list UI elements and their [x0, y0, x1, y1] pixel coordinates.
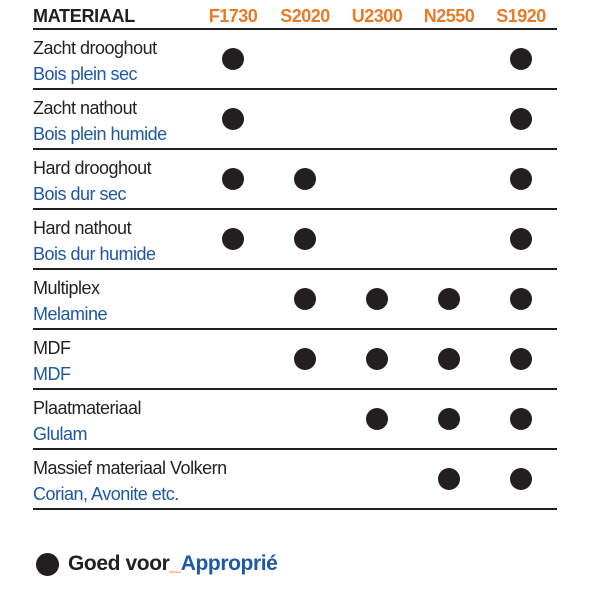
legend-label-fr: Approprié: [180, 552, 278, 575]
suitable-dot-icon: [366, 288, 388, 310]
suitable-dot-icon: [510, 228, 532, 250]
suitable-dot-icon: [294, 348, 316, 370]
mark-cell: [197, 90, 269, 148]
mark-cell: [485, 150, 557, 208]
column-header-s2020: S2020: [280, 5, 330, 26]
material-name-nl: Plaatmateriaal: [33, 398, 142, 418]
suitable-dot-icon: [510, 108, 532, 130]
table-row: [33, 330, 557, 390]
mark-cell: [341, 450, 413, 508]
suitable-dot-icon: [510, 168, 532, 190]
suitable-dot-icon: [366, 408, 388, 430]
mark-cell: [341, 270, 413, 328]
suitable-dot-icon: [438, 288, 460, 310]
table-row: [33, 150, 557, 210]
column-header-s1920: S1920: [496, 5, 546, 26]
material-name-nl: Multiplex: [33, 278, 100, 298]
material-name-fr: Bois dur humide: [33, 244, 156, 264]
mark-cell: [269, 30, 341, 88]
table-row: [33, 30, 557, 90]
mark-cell: [269, 210, 341, 268]
material-name-nl: Zacht nathout: [33, 98, 137, 118]
material-name-nl: MDF: [33, 338, 71, 358]
mark-cell: [485, 270, 557, 328]
column-header-materiaal: MATERIAAL: [33, 5, 135, 26]
mark-cell: [485, 450, 557, 508]
column-header-f1730: F1730: [208, 5, 258, 26]
mark-cell: [413, 210, 485, 268]
mark-cell: [485, 330, 557, 388]
legend-label-nl: Goed voor: [68, 552, 170, 575]
mark-cell: [197, 450, 269, 508]
legend-dot-icon: [36, 553, 59, 576]
legend-separator: _: [169, 552, 181, 575]
material-label-cell: [33, 330, 197, 388]
suitable-dot-icon: [222, 108, 244, 130]
mark-cell: [341, 330, 413, 388]
legend-text: [68, 552, 277, 576]
mark-cell: [269, 450, 341, 508]
mark-cell: [197, 330, 269, 388]
mark-cell: [197, 390, 269, 448]
table-row: [33, 270, 557, 330]
mark-cell: [485, 390, 557, 448]
material-name-nl: Hard nathout: [33, 218, 132, 238]
suitable-dot-icon: [294, 168, 316, 190]
suitable-dot-icon: [510, 408, 532, 430]
suitable-dot-icon: [222, 168, 244, 190]
material-label-cell: [33, 210, 197, 268]
mark-cell: [269, 270, 341, 328]
mark-cell: [413, 390, 485, 448]
mark-cell: [341, 30, 413, 88]
material-name-nl: Zacht drooghout: [33, 38, 157, 58]
table-row: [33, 450, 557, 510]
column-header-n2550: N2550: [423, 5, 475, 26]
mark-cell: [413, 150, 485, 208]
material-name-fr: Corian, Avonite etc.: [33, 484, 179, 504]
mark-cell: [269, 90, 341, 148]
material-name-fr: Bois plein humide: [33, 124, 167, 144]
suitable-dot-icon: [510, 288, 532, 310]
material-label-cell: [33, 90, 197, 148]
table-row: [33, 210, 557, 270]
legend: [36, 552, 277, 576]
suitable-dot-icon: [294, 228, 316, 250]
material-label-cell: [33, 270, 197, 328]
table-row: [33, 390, 557, 450]
material-name-fr: MDF: [33, 364, 71, 384]
mark-cell: [269, 330, 341, 388]
mark-cell: [341, 390, 413, 448]
mark-cell: [485, 90, 557, 148]
suitable-dot-icon: [222, 48, 244, 70]
mark-cell: [197, 30, 269, 88]
mark-cell: [269, 150, 341, 208]
mark-cell: [413, 450, 485, 508]
mark-cell: [413, 90, 485, 148]
table-body: [33, 30, 557, 510]
mark-cell: [197, 150, 269, 208]
material-label-cell: [33, 390, 197, 448]
mark-cell: [197, 270, 269, 328]
suitable-dot-icon: [366, 348, 388, 370]
mark-cell: [413, 330, 485, 388]
mark-cell: [485, 210, 557, 268]
mark-cell: [341, 210, 413, 268]
material-label-cell: [33, 150, 197, 208]
suitable-dot-icon: [438, 468, 460, 490]
mark-cell: [413, 270, 485, 328]
table-header-row: [33, 4, 557, 30]
material-name-fr: Melamine: [33, 304, 108, 324]
mark-cell: [341, 150, 413, 208]
suitable-dot-icon: [438, 408, 460, 430]
mark-cell: [341, 90, 413, 148]
material-name-fr: Bois plein sec: [33, 64, 138, 84]
mark-cell: [269, 390, 341, 448]
mark-cell: [413, 30, 485, 88]
suitable-dot-icon: [294, 288, 316, 310]
column-header-u2300: U2300: [351, 5, 403, 26]
suitable-dot-icon: [438, 348, 460, 370]
material-name-fr: Bois dur sec: [33, 184, 127, 204]
material-name-nl: Massief materiaal Volkern: [33, 458, 227, 478]
material-label-cell: [33, 30, 197, 88]
material-label-cell: [33, 450, 227, 508]
suitable-dot-icon: [510, 468, 532, 490]
mark-cell: [197, 210, 269, 268]
suitable-dot-icon: [510, 48, 532, 70]
suitable-dot-icon: [510, 348, 532, 370]
material-name-nl: Hard drooghout: [33, 158, 152, 178]
material-name-fr: Glulam: [33, 424, 88, 444]
material-compatibility-table: [33, 4, 557, 510]
table-row: [33, 90, 557, 150]
suitable-dot-icon: [222, 228, 244, 250]
mark-cell: [485, 30, 557, 88]
